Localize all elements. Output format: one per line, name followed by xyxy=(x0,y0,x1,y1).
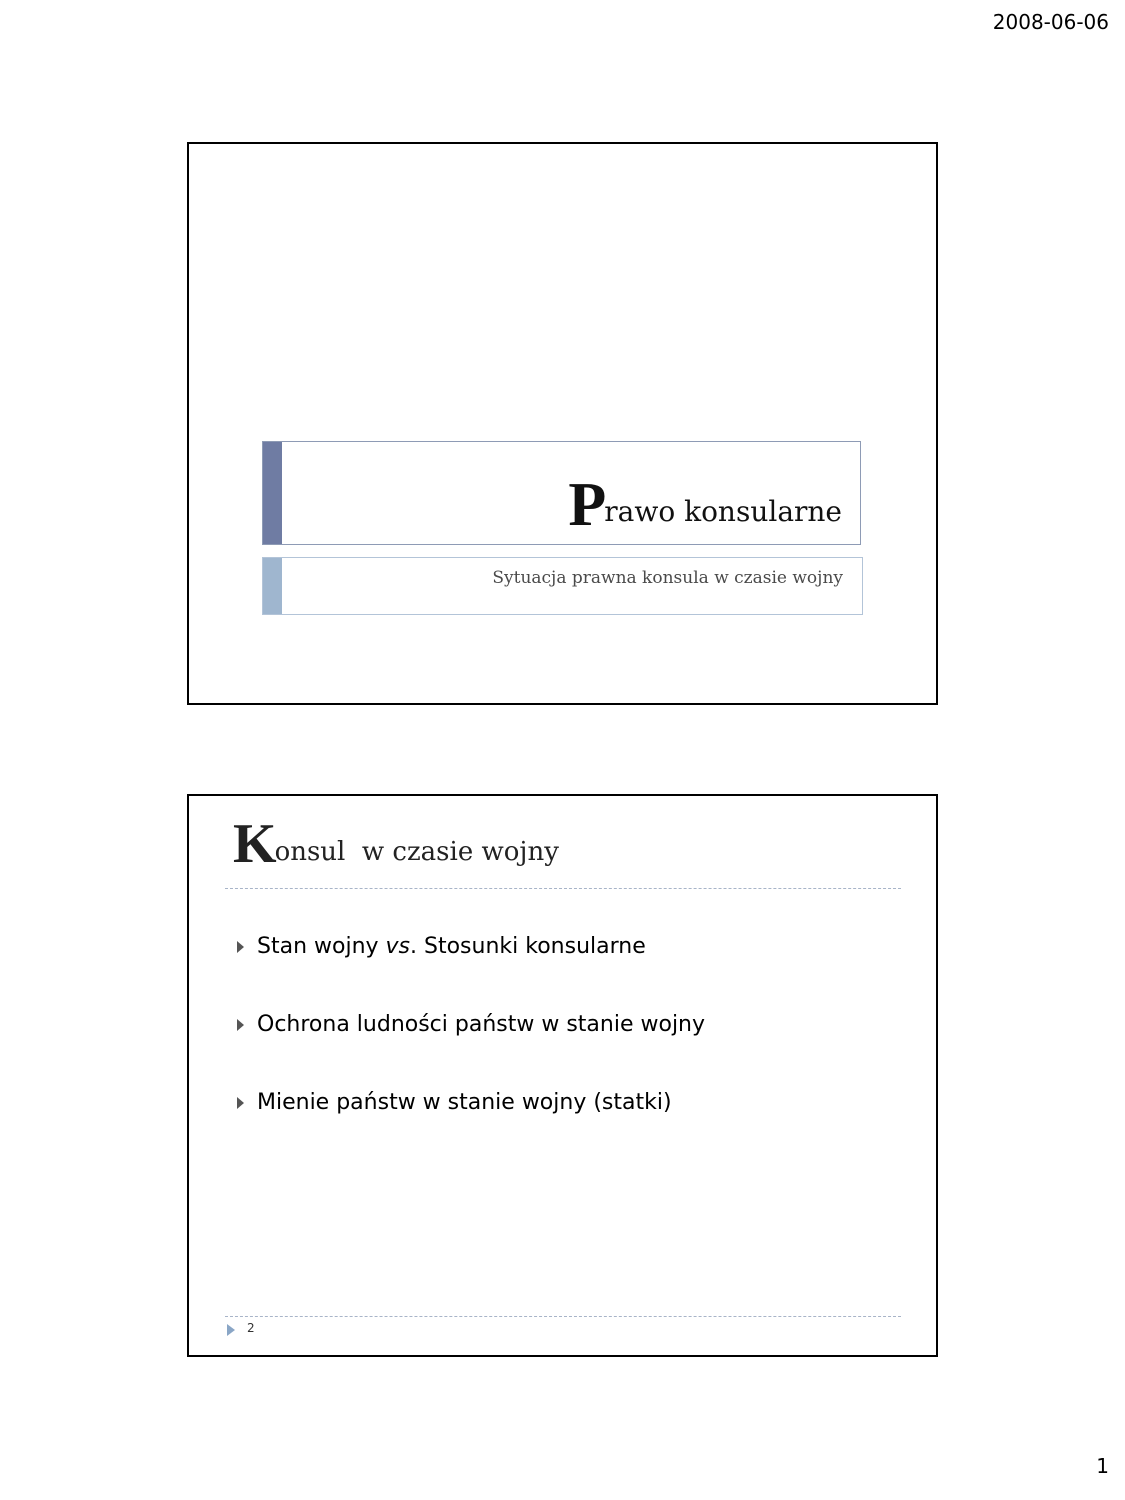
page-date: 2008-06-06 xyxy=(992,10,1109,34)
bullet-text: Ochrona ludności państw w stanie wojny xyxy=(257,1012,706,1037)
slide-2-title-initial-cap: K xyxy=(233,813,275,875)
bullet-arrow-icon xyxy=(237,1019,244,1031)
footer-divider xyxy=(225,1316,901,1317)
title-initial-cap: P xyxy=(568,471,605,539)
slide-2-title-rest: onsul w czasie wojny xyxy=(274,837,559,867)
bullet-arrow-icon xyxy=(237,1097,244,1109)
slide-2-title xyxy=(233,813,559,875)
bullet-item xyxy=(237,1090,705,1115)
bullet-arrow-icon xyxy=(237,941,244,953)
bullet-italic-text: vs xyxy=(385,934,411,959)
slide-number: 2 xyxy=(247,1321,255,1335)
bullet-text: Mienie państw w stanie wojny (statki) xyxy=(257,1090,672,1115)
slide-title xyxy=(568,471,842,539)
bullet-text-end: . Stosunki konsularne xyxy=(410,934,646,959)
subtitle-box xyxy=(262,557,863,615)
slide-1 xyxy=(187,142,938,705)
slide-2 xyxy=(187,794,938,1357)
bullet-item xyxy=(237,1012,705,1037)
title-box xyxy=(262,441,861,545)
bullet-text: Stan wojny xyxy=(257,934,386,959)
bullet-item xyxy=(237,934,705,959)
title-rest: rawo konsularne xyxy=(604,495,842,528)
page-number: 1 xyxy=(1096,1454,1109,1478)
footer-arrow-icon xyxy=(227,1324,235,1336)
title-accent-bar xyxy=(263,442,282,544)
title-divider xyxy=(225,888,901,889)
subtitle-accent-bar xyxy=(263,558,282,614)
slide-subtitle: Sytuacja prawna konsula w czasie wojny xyxy=(492,568,843,588)
bullet-list xyxy=(237,934,705,1168)
